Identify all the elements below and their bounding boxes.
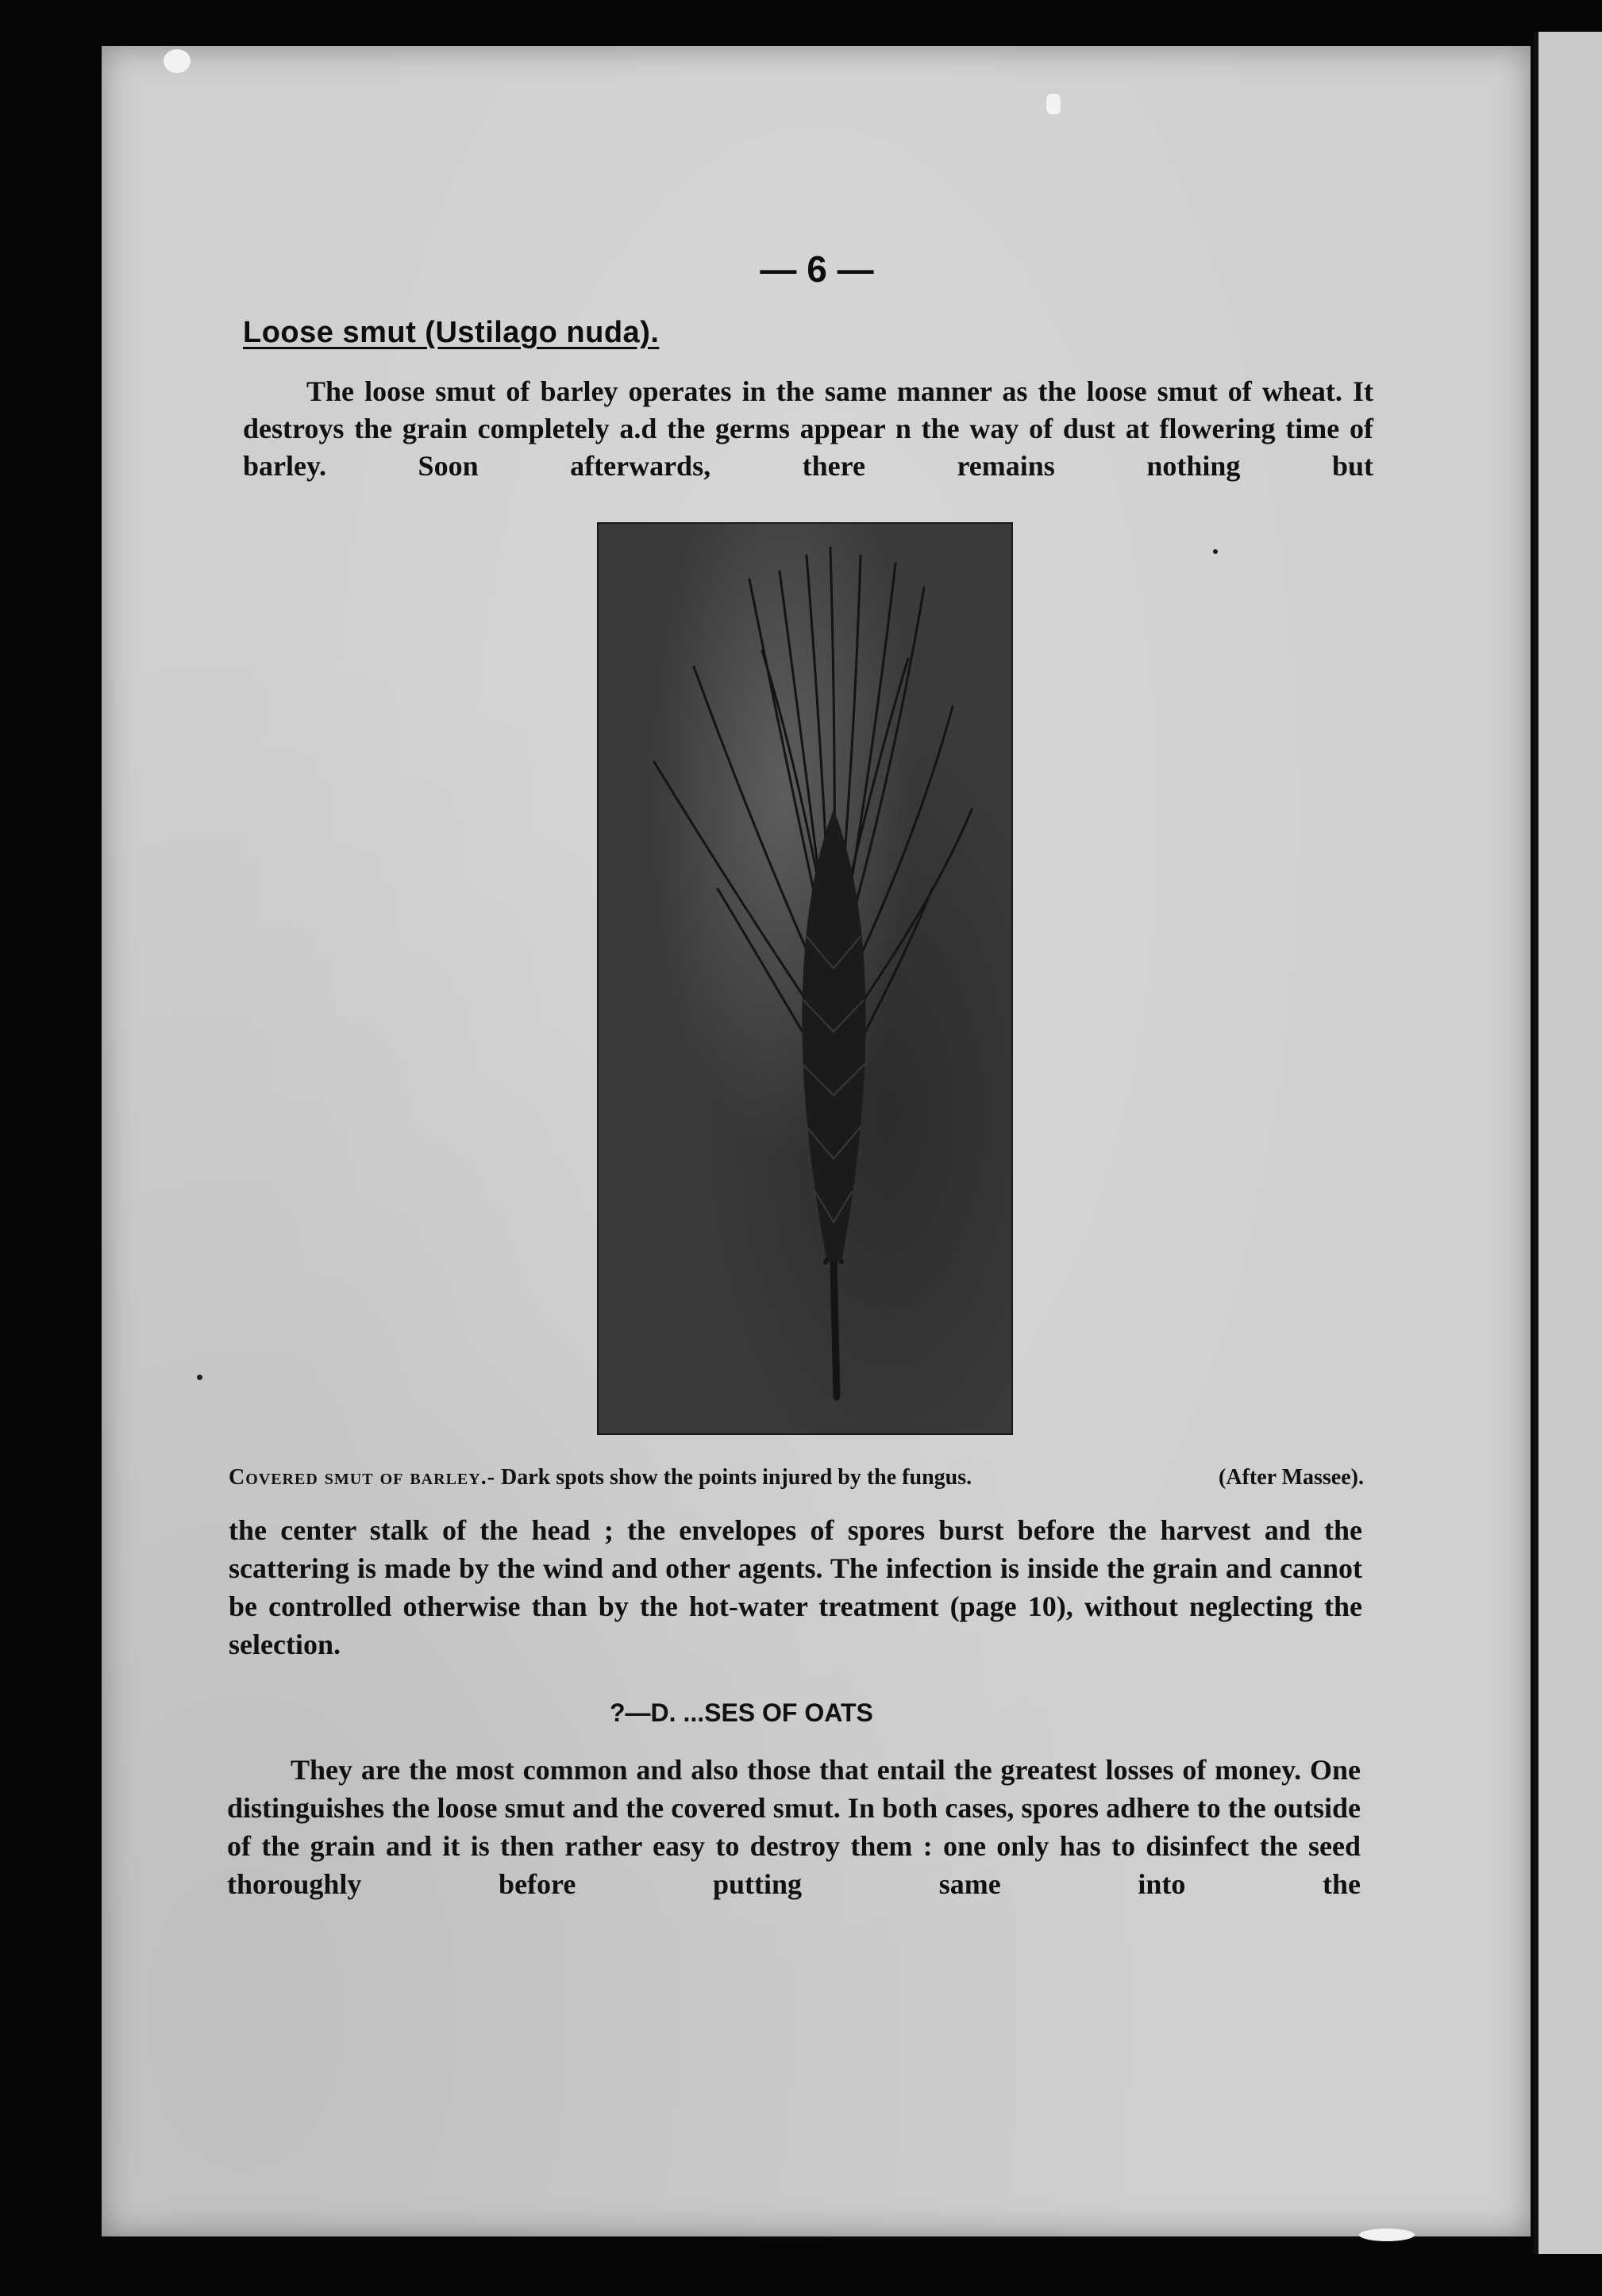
paragraph-center-stalk: the center stalk of the head ; the envelopes of spores burst before the harvest and the scattering is made by the wind and other agents. The infection is inside the grain and cannot be controlled otherwise than by the hot-water treatment (page 10), without neglecting the selection.: [229, 1514, 1362, 1660]
scan-speck: [1359, 2229, 1415, 2241]
caption-label: Covered smut of barley.-: [229, 1465, 496, 1490]
barley-illustration: [597, 522, 1013, 1435]
scan-speck: [164, 49, 191, 73]
adjacent-page-edge: [1534, 32, 1602, 2254]
caption-credit: (After Massee).: [1219, 1465, 1364, 1490]
subheading-oats: ?—D. ...SES OF OATS: [610, 1698, 873, 1727]
figure-caption: [229, 1465, 1364, 1490]
paragraph-loose-smut: The loose smut of barley operates in the same manner as the loose smut of wheat. It destroys the grain completely a.d the germs appear n the way of dust at flowering time of barley. Soon afterwards, there remains nothing but: [243, 375, 1373, 482]
page-number: — 6 —: [760, 248, 874, 290]
section-title: Loose smut (Ustilago nuda).: [243, 316, 660, 349]
scan-speck: [197, 1375, 202, 1380]
scan-speck: [1213, 549, 1218, 554]
paragraph-oats: They are the most common and also those that entail the greatest losses of money. One distinguishes the loose smut and the covered smut. In both cases, spores adhere to the outside of the grain and it is then rather easy to destroy them : one only has to disinfect the seed thoroughly before putting same into the: [227, 1754, 1361, 1900]
caption-text: Dark spots show the points injured by the fungus.: [501, 1465, 972, 1490]
barley-head-drawing: [599, 524, 1011, 1433]
scan-speck: [1046, 94, 1061, 114]
